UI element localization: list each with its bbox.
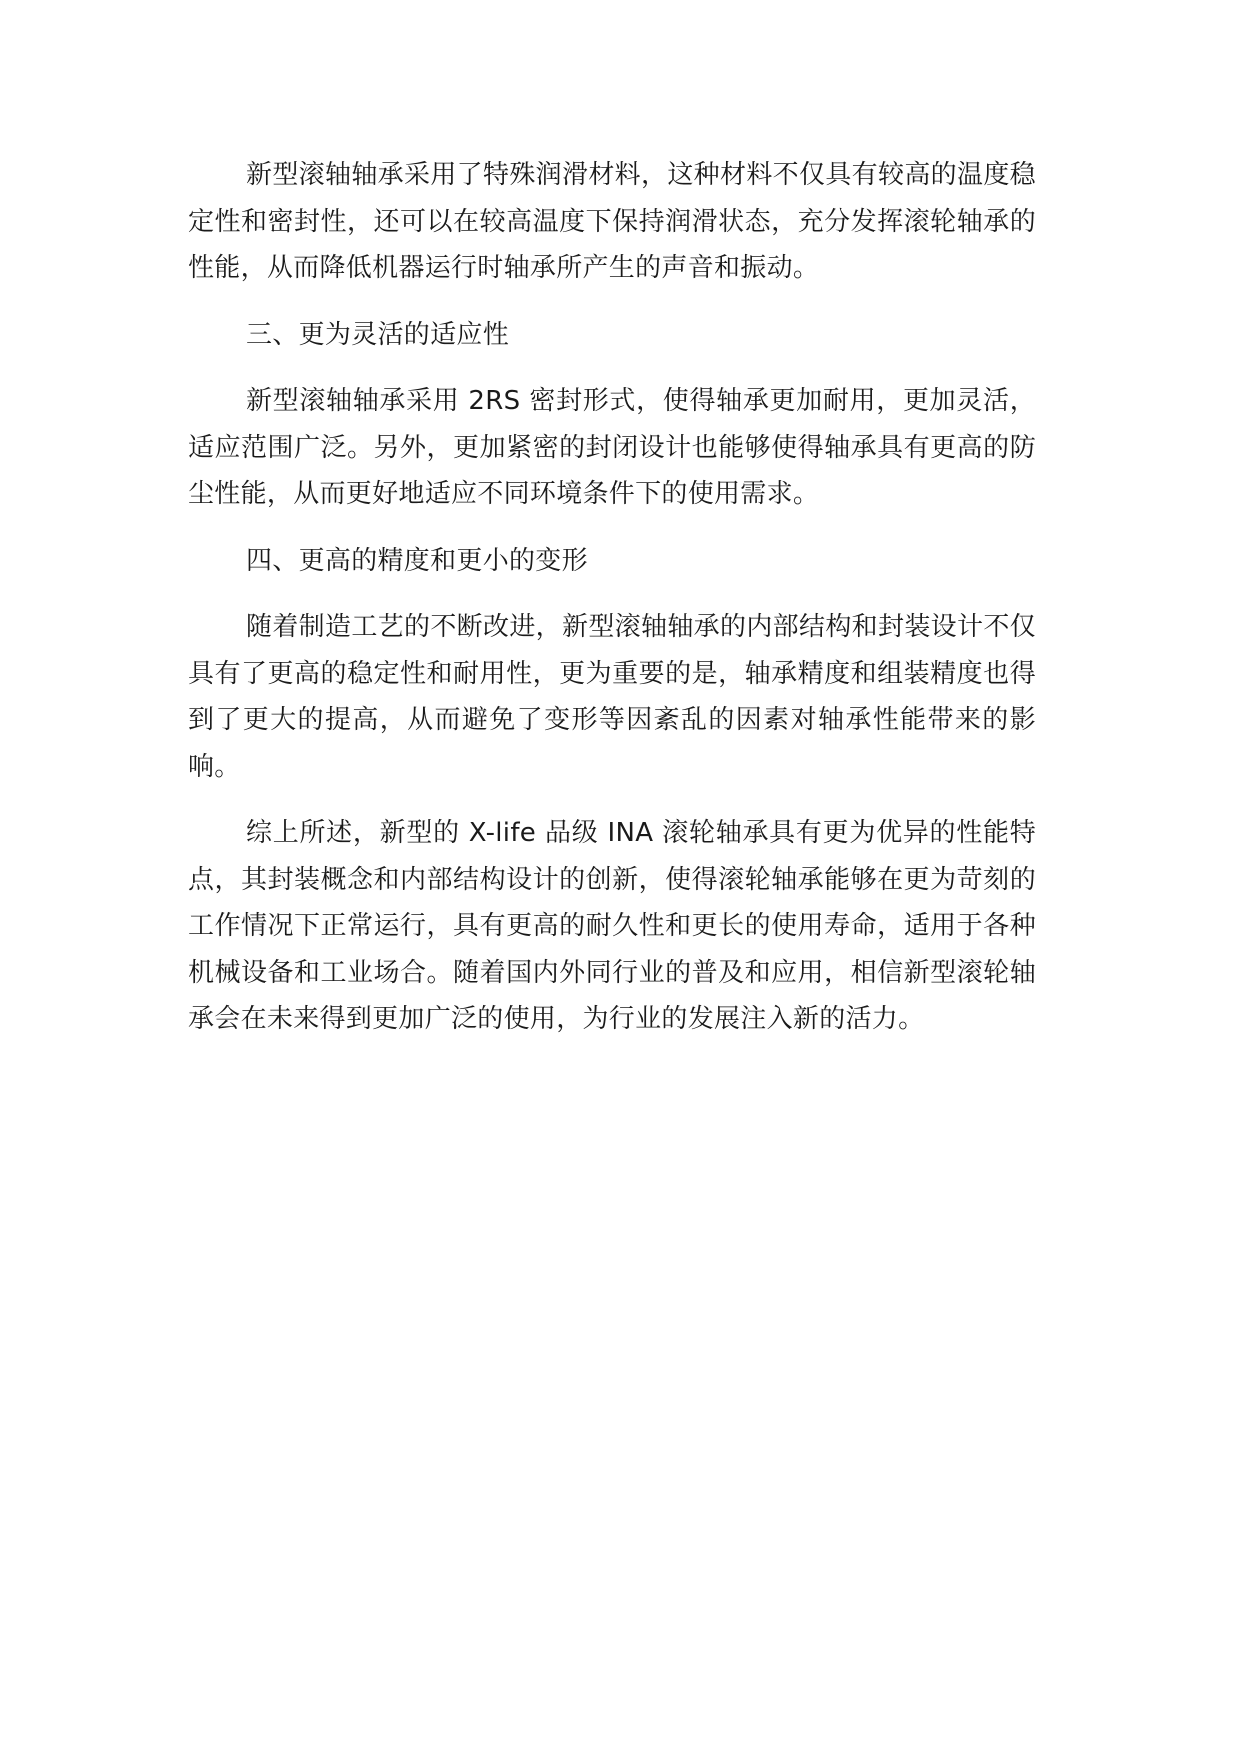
paragraph-lubrication: 新型滚轴轴承采用了特殊润滑材料，这种材料不仅具有较高的温度稳定性和密封性，还可以在较高温度下保持润滑状态，充分发挥滚轮轴承的性能，从而降低机器运行时轴承所产生的声音和振动。 [188, 160, 1036, 283]
section-heading-adaptability: 三、更为灵活的适应性 [246, 319, 510, 350]
section-heading-precision: 四、更高的精度和更小的变形 [246, 545, 588, 576]
document-body [188, 152, 1036, 1063]
paragraph-sealing: 新型滚轴轴承采用 2RS 密封形式，使得轴承更加耐用，更加灵活，适应范围广泛。另外，更加紧密的封闭设计也能够使得轴承具有更高的防尘性能，从而更好地适应不同环境条件下的使用需求。 [188, 386, 1036, 509]
paragraph-conclusion: 综上所述，新型的 X-life 品级 INA 滚轮轴承具有更为优异的性能特点，其封装概念和内部结构设计的创新，使得滚轮轴承能够在更为苛刻的工作情况下正常运行，具有更高的耐久性和更长的使用寿命，适用于各种机械设备和工业场合。随着国内外同行业的普及和应用，相信新型滚轮轴承会在未来得到更加广泛的使用，为行业的发展注入新的活力。 [188, 818, 1036, 1034]
paragraph-precision: 随着制造工艺的不断改进，新型滚轴轴承的内部结构和封装设计不仅具有了更高的稳定性和耐用性，更为重要的是，轴承精度和组装精度也得到了更大的提高，从而避免了变形等因紊乱的因素对轴承性能带来的影响。 [188, 612, 1036, 782]
